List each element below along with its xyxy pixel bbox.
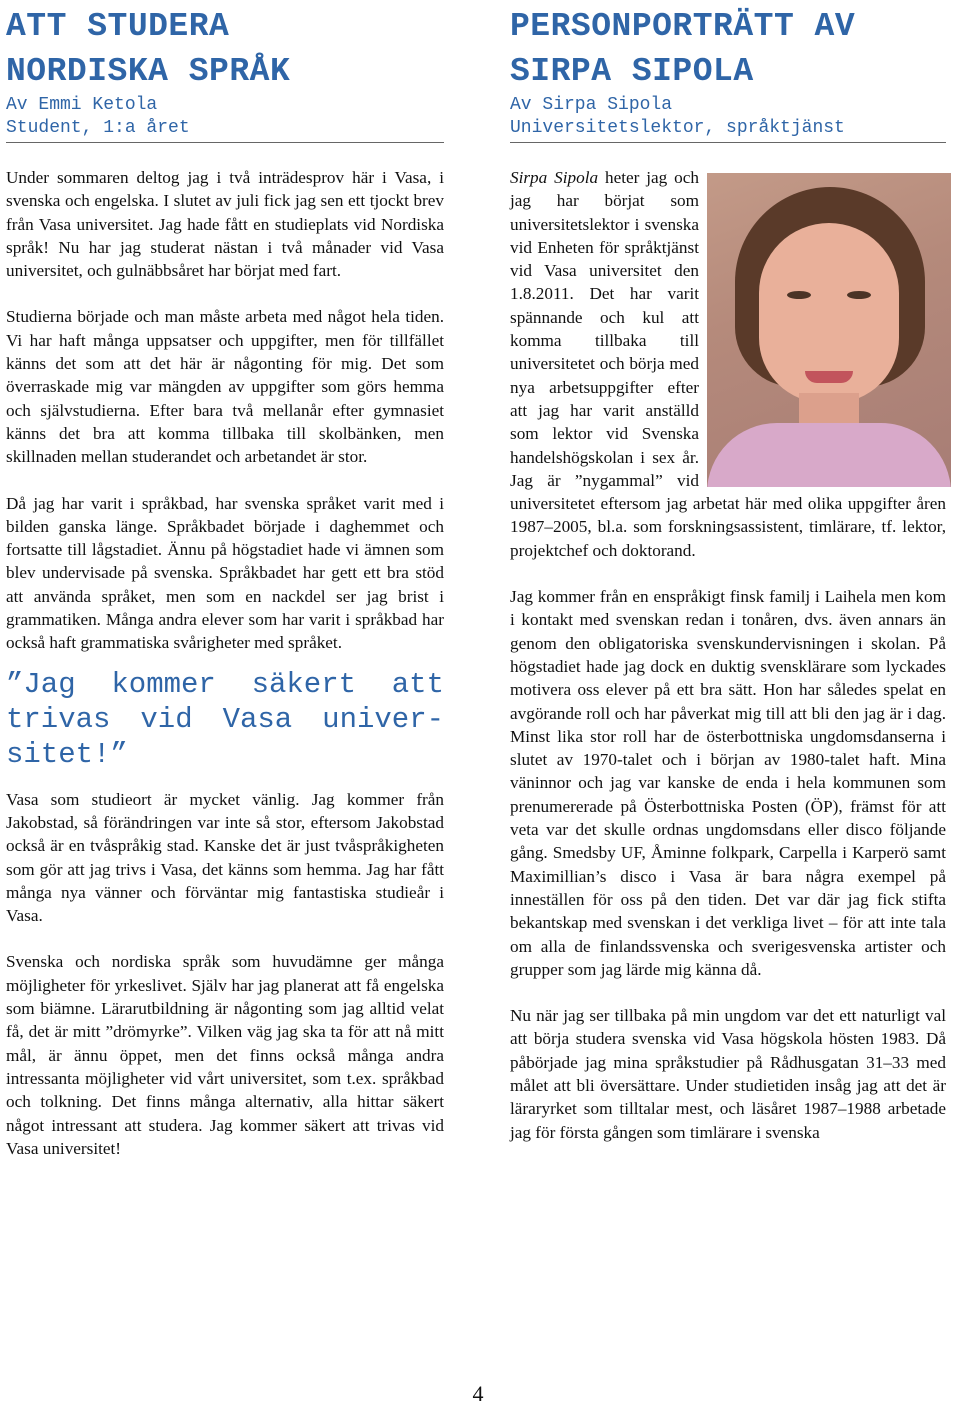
article-title <box>510 0 946 94</box>
author-byline <box>510 94 946 140</box>
right-column <box>510 0 946 1167</box>
author-name-inline: Sirpa Sipola <box>510 168 599 187</box>
article-title-line-2: NORDISKA SPRÅK <box>6 53 291 90</box>
paragraph: Då jag har varit i språkbad, har svenska språket varit med i bilden ganska länge. Språkbadet började i daghemmet och fortsatte till lågstadiet. Ännu på högstadiet hade vi ämnen som blev undervisade på svenska. Språkbadet har gett ett bra stöd att använda språket, men som en nackdel ser jag brist i grammatiken. Många andra elever som har varit i språkbad har också haft grammatiska svårigheter med språket. <box>6 493 444 653</box>
article-title-line-1: ATT STUDERA <box>6 8 230 45</box>
paragraph: Jag kommer från en enspråkigt finsk familj i Laihela men kom i kontakt med svenskan redan i tonåren, dvs. även annars än genom den obligatoriska svenskundervisningen i skolan. På högstadiet hade jag dock en duktig svensklärare som lyckades motivera oss elever på ett bra sätt. Hon har således spelat en avgörande roll och har påverkat mig till att bli den jag är i dag. Minst lika stor roll har de österbottniska ungdomsdanserna i slutet av 1970-talet och i början av 1980-talet haft. Mina väninnor och jag var kanske de enda i hela kommunen som prenumererade på Österbottniska Posten (ÖP), främst för att veta var det skulle ordnas ungdomsdans eller disco följande gång. Smedsby UF, Åminne folkpark, Carpella i Karperö samt Maximillian’s disco i Vasa är bara några exempel på inneställen för oss på den tiden. Det var där jag fick stifta bekantskap med svenskan i det verkliga livet – för att inte tala om alla de finlandssvenska och sverigesvenska artister och grupper som jag lärde mig känna då. <box>510 587 946 979</box>
article-title-line-2: SIRPA SIPOLA <box>510 53 754 90</box>
paragraph-text: heter jag och jag har börjat som universitetslektor i svenska vid Enheten för språktjänst vid Vasa universitet den 1.8.2011. Det har varit spännande och kul att komma tillbaka till universitetet och börja med nya arbetsuppgifter efter att jag har varit anställd som lektor vid Svenska handelshögskolan i sex år. Jag är ”nygammal” vid universitetet eftersom jag arbetat här med olika uppgifter åren 1987–2005, bl.a. som forskningsassistent, timlärare, tf. lektor, projektchef och doktorand. <box>510 168 946 560</box>
left-column <box>6 0 444 1183</box>
portrait-photo <box>707 173 951 487</box>
paragraph: Svenska och nordiska språk som huvudämne ger många möjligheter för yrkeslivet. Själv har jag planerat att få engelska som biämne. Lärarutbildning är någonting som jag alltid velat få, det är mitt ”drömyrke”. Vilken väg jag ska ta för att nå mitt mål, är ännu öppet, men det finns också många andra intressanta möjligheter vid vårt universitet, som t.ex. språkbad och tolkning. Det finns många alternativ, alla hittar säkert något intressant att studera. Jag kommer säkert att trivas vid Vasa universitet! <box>6 952 444 1158</box>
page-number: 4 <box>472 1381 484 1406</box>
pull-quote: ”Jag kommer säkert att trivas vid Vasa univer-sitet!” <box>6 667 444 771</box>
article-title-line-1: PERSONPORTRÄTT AV <box>510 8 856 45</box>
author-role: Student, 1:a året <box>6 118 190 138</box>
author-byline <box>6 94 444 140</box>
author-name: Av Sirpa Sipola <box>510 95 673 115</box>
paragraph: Vasa som studieort är mycket vänlig. Jag kommer från Jakobstad, så förändringen var inte så stor, eftersom Jakobstad också är en tvåspråkig stad. Kanske det är just tvåspråkigheten som gör att jag trivs i Vasa, det känns som hemma. Jag har fått många nya vänner och förväntar mig fantastiska studieår i Vasa. <box>6 789 444 926</box>
paragraph: Nu när jag ser tillbaka på min ungdom var det ett naturligt val att börja studera svenska vid Vasa högskola hösten 1983. Då påbörjade jag mina språkstudier på Rådhusgatan 31–33 med målet att bli översättare. Under studietiden insåg jag att det är läraryrket som tilltalar mest, och läsåret 1987–1988 arbetade jag för första gången som timlärare i svenska <box>510 1006 946 1142</box>
author-role: Universitetslektor, språktjänst <box>510 118 845 138</box>
paragraph <box>510 166 946 562</box>
divider <box>6 142 444 143</box>
article-title <box>6 0 444 94</box>
author-name: Av Emmi Ketola <box>6 95 158 115</box>
article-body <box>510 166 946 1144</box>
paragraph: Studierna började och man måste arbeta med något hela tiden. Vi har haft många uppsatser och uppgifter, men för tillfället känns det som att det här är någonting för mig. Det som överraskade mig var mängden av uppgifter som görs hemma och självstudierna. Efter bara två mellanår efter gymnasiet känns det bra att komma tillbaka till skolbänken, men skillnaden mellan studerandet och arbetandet är stor. <box>6 307 444 467</box>
article-body <box>6 166 444 1160</box>
divider <box>510 142 946 143</box>
paragraph: Under sommaren deltog jag i två inträdesprov här i Vasa, i svenska och engelska. I slutet av juli fick jag sen ett tjockt brev från Vasa universitet. Jag hade fått en studieplats vid Nordiska språk! Nu har jag studerat nästan i två månader vid Vasa universitet, och gulnäbbsåret har börjat med fart. <box>6 168 444 281</box>
